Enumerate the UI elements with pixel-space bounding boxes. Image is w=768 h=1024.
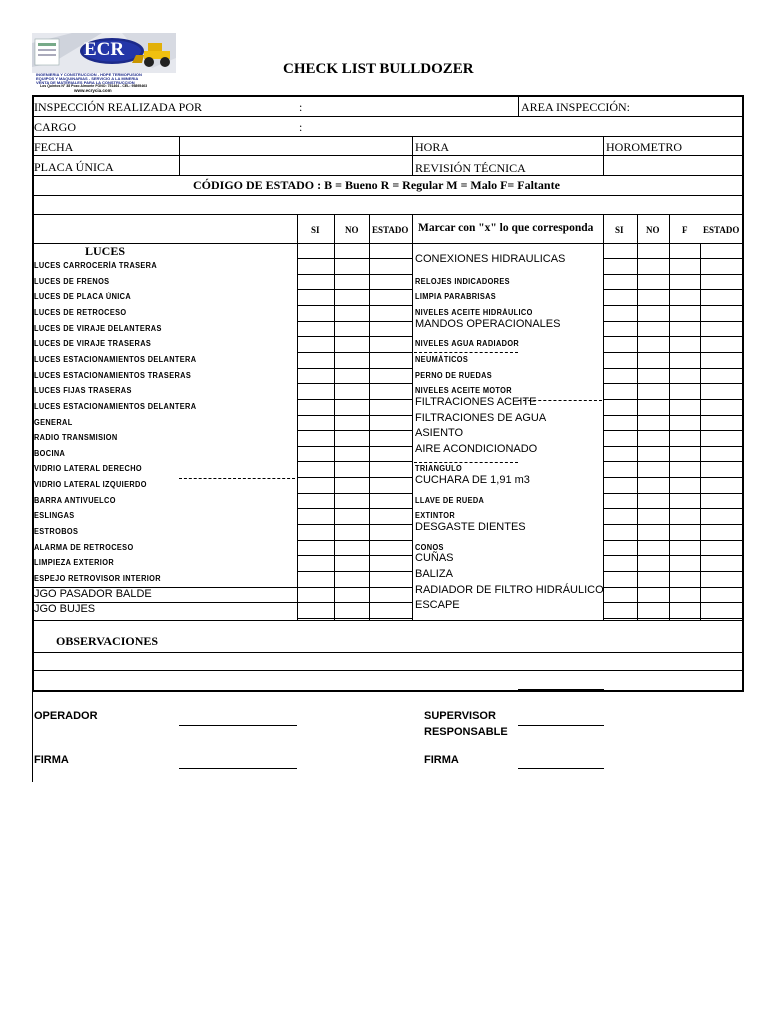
right-item: RELOJES INDICADORES — [415, 277, 510, 286]
logo-tagline-2: EQUIPOS Y MAQUINARIAS - SERVICIO A LA MINERIA — [36, 76, 139, 81]
cargo-label: CARGO — [34, 120, 77, 134]
right-item: ASIENTO — [415, 427, 464, 439]
right-item: CONEXIONES HIDRAULICAS — [415, 253, 566, 265]
left-item: LUCES ESTACIONAMIENTOS DELANTERA — [34, 402, 197, 411]
right-item: FILTRACIONES ACEITE — [415, 396, 537, 408]
right-item: TRIANGULO — [415, 464, 463, 473]
left-item: GENERAL — [34, 418, 73, 427]
right-item: AIRE ACONDICIONADO — [415, 443, 538, 455]
placa-label: PLACA ÚNICA — [34, 160, 114, 174]
right-item: LIMPIA PARABRISAS — [415, 292, 497, 301]
horometro-label: HOROMETRO — [606, 140, 683, 154]
status-legend: CÓDIGO DE ESTADO : B = Bueno R = Regular M = Malo F= Faltante — [193, 178, 560, 192]
right-item: MANDOS OPERACIONALES — [415, 318, 561, 330]
left-item: LUCES DE PLACA ÚNICA — [34, 292, 132, 301]
operador-signature-line[interactable] — [179, 725, 297, 726]
hora-label: HORA — [415, 140, 450, 154]
left-item: VIDRIO LATERAL IZQUIERDO — [34, 480, 147, 489]
col-no: NO — [345, 225, 359, 235]
operador-label: OPERADOR — [34, 710, 98, 722]
observaciones-label: OBSERVACIONES — [56, 634, 159, 648]
left-item: LUCES FIJAS TRASERAS — [34, 386, 132, 395]
company-logo — [32, 33, 176, 93]
left-item: RADIO TRANSMISION — [34, 433, 118, 442]
left-item: ESLINGAS — [34, 511, 75, 520]
col-si-2: SI — [615, 225, 624, 235]
right-item: NIVELES ACEITE MOTOR — [415, 386, 512, 395]
col-estado-2: ESTADO — [703, 225, 740, 235]
logo-text: ECR — [84, 39, 125, 60]
right-item: FILTRACIONES DE AGUA — [415, 412, 547, 424]
left-item: LUCES ESTACIONAMIENTOS TRASERAS — [34, 371, 192, 380]
col-no-2: NO — [646, 225, 660, 235]
firma-operador-line[interactable] — [179, 768, 297, 769]
section-luces: LUCES — [85, 244, 126, 258]
right-item: NIVELES ACEITE HIDRÁULICO — [415, 308, 533, 317]
left-item: JGO PASADOR BALDE — [34, 588, 152, 600]
right-item: LLAVE DE RUEDA — [415, 496, 485, 505]
right-item: NIVELES AGUA RADIADOR — [415, 339, 520, 348]
left-item: ESTROBOS — [34, 527, 79, 536]
left-item: BOCINA — [34, 449, 66, 458]
left-item: LUCES DE FRENOS — [34, 277, 110, 286]
left-item: ESPEJO RETROVISOR INTERIOR — [34, 574, 161, 583]
firma-supervisor-line[interactable] — [518, 768, 604, 769]
inspeccion-colon: : — [299, 100, 303, 114]
inspeccion-label: INSPECCIÓN REALIZADA POR — [34, 100, 203, 114]
right-item: CONOS — [415, 543, 444, 552]
fecha-label: FECHA — [34, 140, 74, 154]
right-item: EXTINTOR — [415, 511, 456, 520]
firma-operador-label: FIRMA — [34, 754, 69, 766]
area-inspeccion-label: AREA INSPECCIÓN: — [521, 100, 631, 114]
col-si: SI — [311, 225, 320, 235]
left-item: BARRA ANTIVUELCO — [34, 496, 116, 505]
right-item: BALIZA — [415, 568, 453, 580]
right-item: CUÑAS — [415, 552, 454, 564]
left-item: LUCES DE VIRAJE DELANTERAS — [34, 324, 162, 333]
page-title: CHECK LIST BULLDOZER — [283, 61, 474, 77]
right-item: ESCAPE — [415, 599, 460, 611]
logo-tagline-1: INGENIERIA Y CONSTRUCCION - HDPE TERMOFUSION — [36, 72, 142, 77]
revision-label: REVISIÓN TÉCNICA — [415, 161, 526, 175]
right-item: DESGASTE DIENTES — [415, 521, 526, 533]
col-marcar: Marcar con "x" lo que corresponda — [418, 222, 594, 234]
right-item: NEUMÁTICOS — [415, 355, 469, 364]
left-item: LUCES CARROCERÍA TRASERA — [34, 261, 158, 270]
left-item: LUCES DE RETROCESO — [34, 308, 127, 317]
col-estado: ESTADO — [372, 225, 409, 235]
left-item: ALARMA DE RETROCESO — [34, 543, 134, 552]
left-item: LUCES DE VIRAJE TRASERAS — [34, 339, 152, 348]
right-item: PERNO DE RUEDAS — [415, 371, 493, 380]
logo-address: Los Quintos N° 38 Pozo Almonte FONO: 751464 - CEL: 95895463 — [40, 84, 148, 88]
left-item: LUCES ESTACIONAMIENTOS DELANTERA — [34, 355, 197, 364]
supervisor-signature-line[interactable] — [518, 725, 604, 726]
left-item: VIDRIO LATERAL DERECHO — [34, 464, 143, 473]
right-item: RADIADOR DE FILTRO HIDRÁULICO — [415, 584, 604, 596]
right-item: CUCHARA DE 1,91 m3 — [415, 474, 530, 486]
logo-tagline-3: VENTA DE MATERIALES PARA LA CONSTRUCCION — [36, 80, 135, 85]
supervisor-label: SUPERVISOR — [424, 710, 496, 722]
logo-website: www.ecrycia.com — [74, 88, 112, 93]
left-item: LIMPIEZA EXTERIOR — [34, 558, 114, 567]
col-f: F — [682, 225, 688, 235]
firma-supervisor-label: FIRMA — [424, 754, 459, 766]
left-item: JGO BUJES — [34, 603, 96, 615]
cargo-colon: : — [299, 120, 303, 134]
responsable-label: RESPONSABLE — [424, 726, 508, 738]
